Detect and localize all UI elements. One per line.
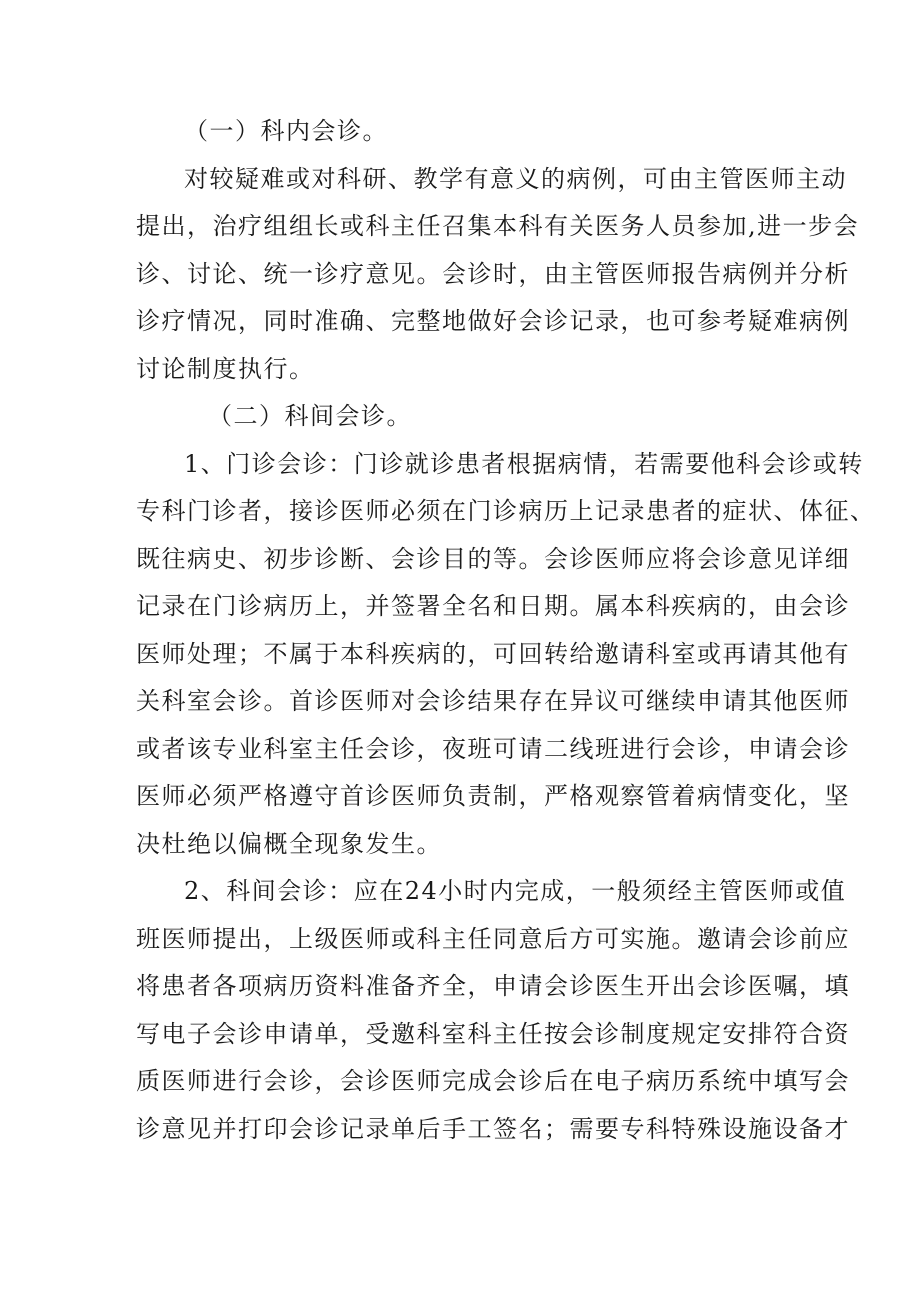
paragraph-line: 质医师进行会诊，会诊医师完成会诊后在电子病历系统中填写会 (136, 1067, 850, 1095)
section-1-heading: （一）科内会诊。 (184, 117, 388, 145)
paragraph-line: 将患者各项病历资料准备齐全，申请会诊医生开出会诊医嘱，填 (136, 972, 850, 1000)
section-1-paragraph (136, 156, 860, 394)
item-2-paragraph (136, 868, 850, 1153)
paragraph-line: 诊意见并打印会诊记录单后手工签名；需要专科特殊设施设备才 (136, 1114, 850, 1143)
paragraph-line: 决杜绝以偏概全现象发生。 (136, 829, 442, 858)
item-1-paragraph (136, 441, 876, 869)
paragraph-line: 医师必须严格遵守首诊医师负责制，严格观察管着病情变化，坚 (136, 782, 850, 810)
paragraph-line: 诊疗情况，同时准确、完整地做好会诊记录，也可参考疑难病例 (136, 307, 850, 335)
paragraph-line: 医师处理；不属于本科疾病的，可回转给邀请科室或再请其他有 (136, 639, 850, 668)
paragraph-line: 写电子会诊申请单，受邀科室科主任按会诊制度规定安排符合资 (136, 1019, 850, 1048)
paragraph-line: 关科室会诊。首诊医师对会诊结果存在异议可继续申请其他医师 (136, 687, 850, 715)
paragraph-line: 1、门诊会诊：门诊就诊患者根据病情，若需要他科会诊或转 (184, 449, 864, 478)
paragraph-line: 提出，治疗组组长或科主任召集本科有关医务人员参加,进一步会 (136, 212, 860, 240)
paragraph-line: 专科门诊者，接诊医师必须在门诊病历上记录患者的症状、体征、 (136, 497, 876, 525)
paragraph-line: 讨论制度执行。 (136, 354, 315, 383)
paragraph-line: 或者该专业科室主任会诊，夜班可请二线班进行会诊，申请会诊 (136, 734, 850, 763)
paragraph-line: 对较疑难或对科研、教学有意义的病例，可由主管医师主动 (184, 164, 847, 193)
paragraph-line: 诊、讨论、统一诊疗意见。会诊时，由主管医师报告病例并分析 (136, 259, 850, 288)
paragraph-line: 班医师提出，上级医师或科主任同意后方可实施。邀请会诊前应 (136, 924, 850, 953)
document-body (136, 108, 876, 1153)
paragraph-line: 既往病史、初步诊断、会诊目的等。会诊医师应将会诊意见详细 (136, 544, 850, 573)
paragraph-line: 记录在门诊病历上，并签署全名和日期。属本科疾病的，由会诊 (136, 592, 850, 620)
section-2-heading: （二）科间会诊。 (208, 402, 412, 430)
paragraph-line: 2、科间会诊：应在24小时内完成，一般须经主管医师或值 (184, 877, 847, 905)
